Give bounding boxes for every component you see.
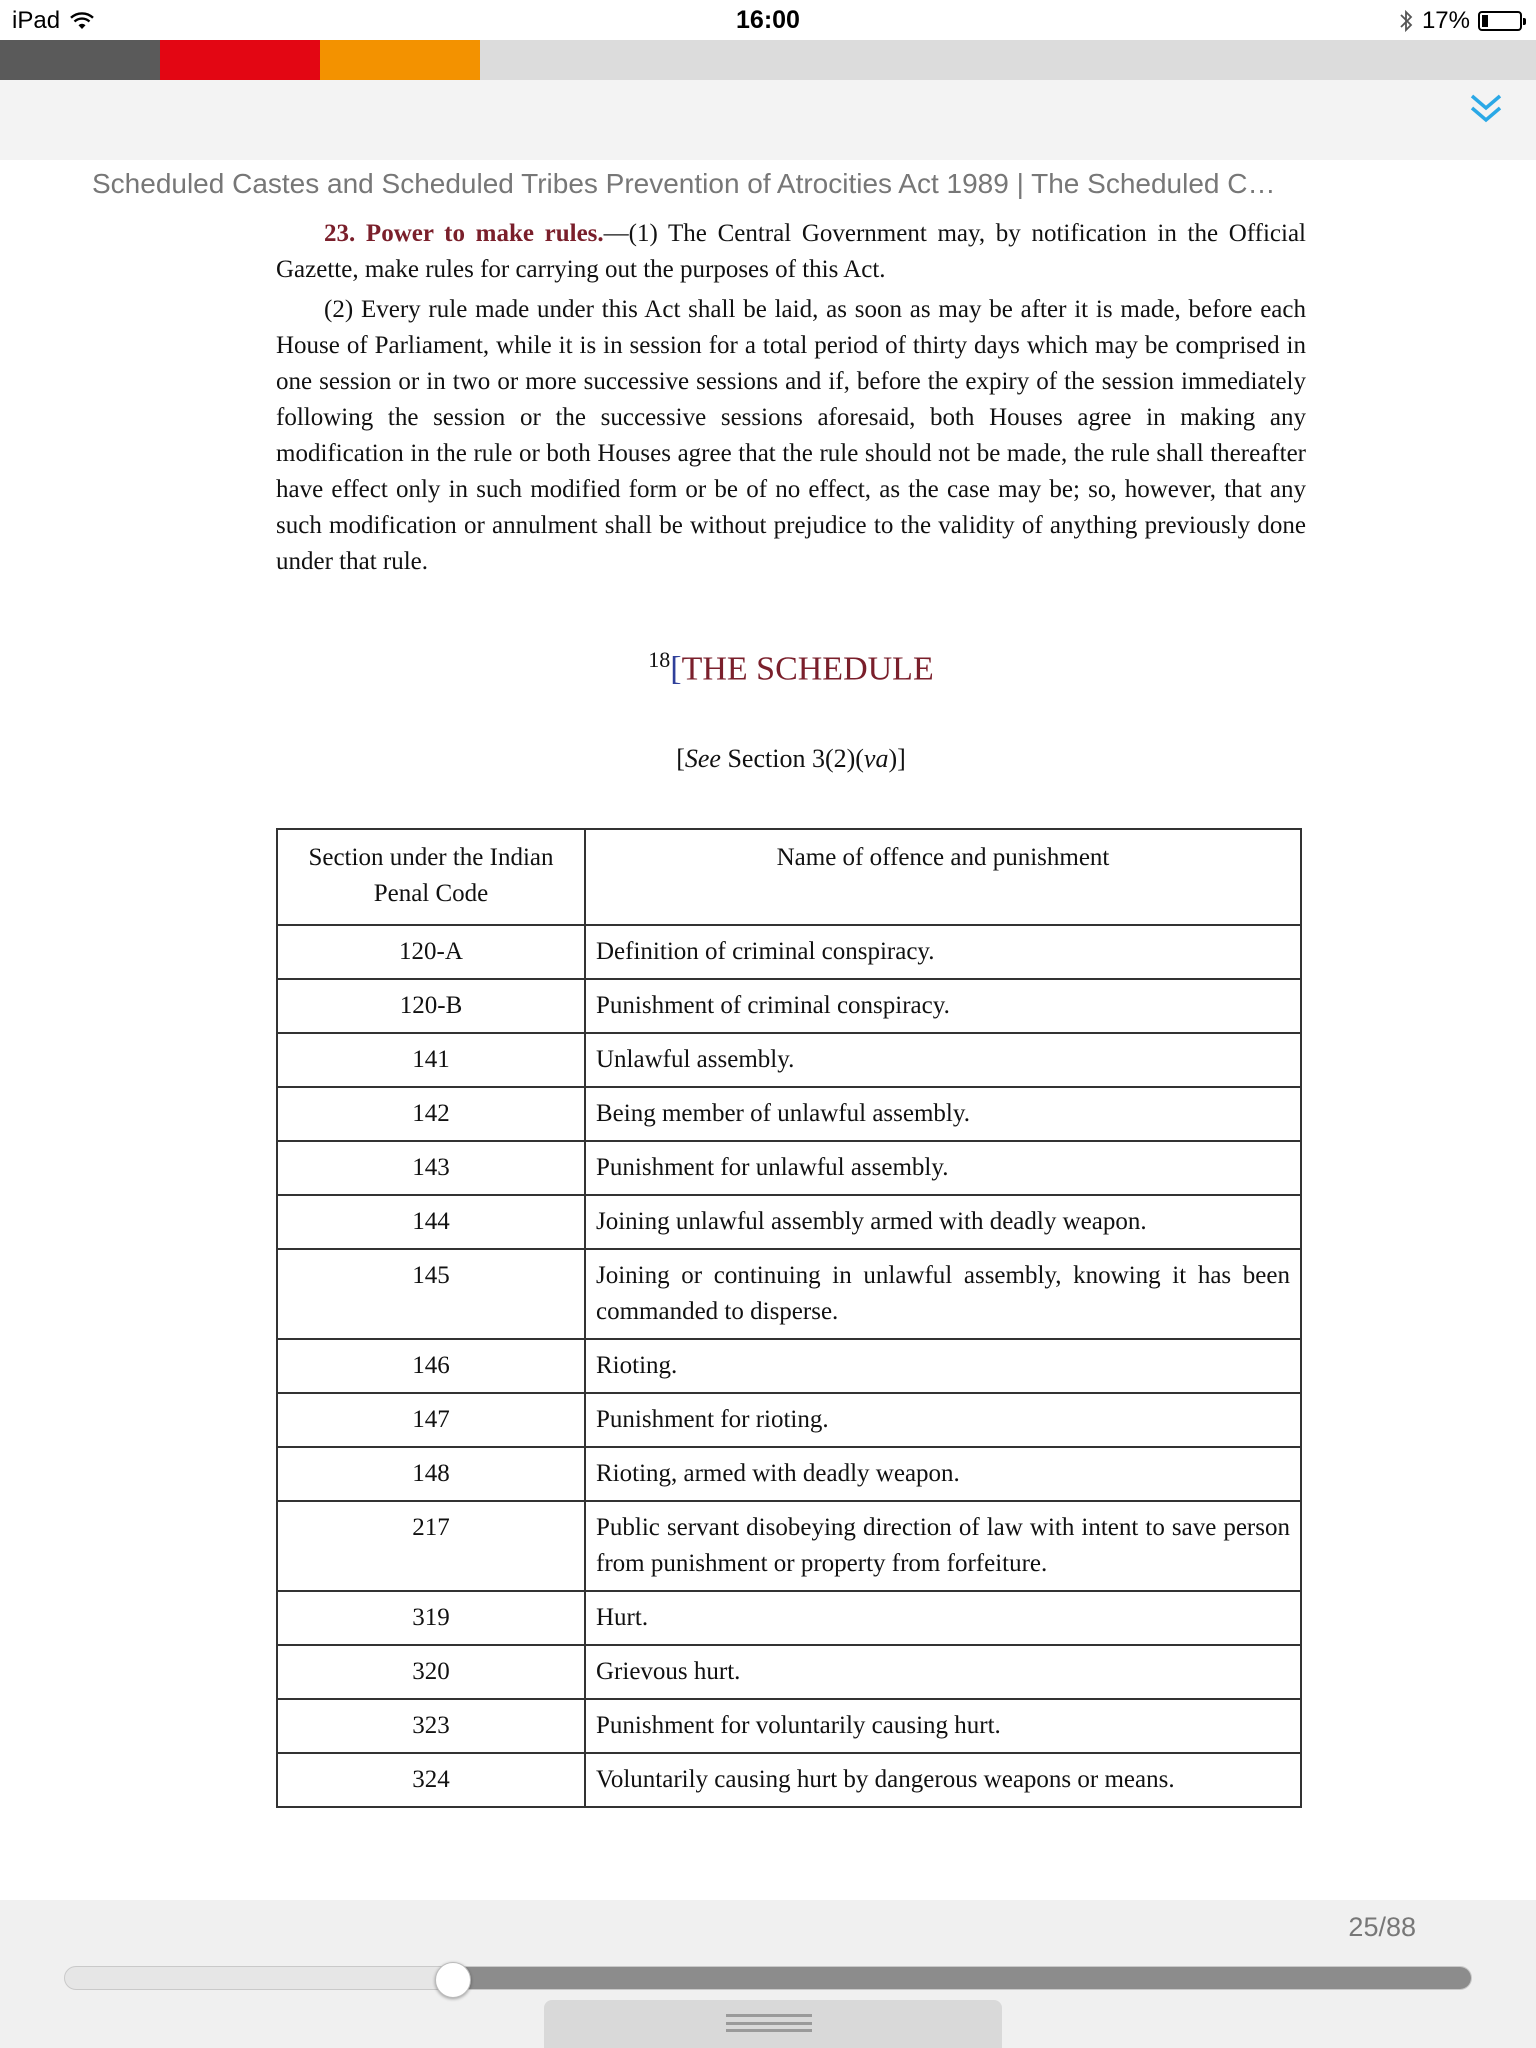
table-row	[277, 1033, 1301, 1087]
bottom-drawer-handle[interactable]	[544, 2000, 1002, 2048]
status-right	[1398, 7, 1522, 35]
table-row	[277, 1447, 1301, 1501]
offence-cell: Joining or continuing in unlawful assembly, knowing it has been commanded to disperse.	[585, 1249, 1301, 1339]
page-indicator: 25/88	[1348, 1912, 1416, 1942]
table-row	[277, 1249, 1301, 1339]
page-content	[276, 216, 1306, 777]
battery-percent: 17%	[1421, 7, 1470, 34]
table-row	[277, 1339, 1301, 1393]
section-cell: 120-A	[277, 925, 585, 979]
offence-cell: Punishment for voluntarily causing hurt.	[585, 1699, 1301, 1753]
schedule-title-text: THE SCHEDULE	[681, 650, 934, 688]
battery-icon	[1478, 11, 1522, 31]
page-slider[interactable]	[64, 1966, 1472, 1990]
table-row	[277, 1393, 1301, 1447]
table-row	[277, 1087, 1301, 1141]
section-heading: 23. Power to make rules.	[324, 220, 604, 247]
color-strip	[0, 40, 1536, 80]
section-cell: 120-B	[277, 979, 585, 1033]
ref-section: Section 3(2)(	[720, 744, 864, 774]
offence-cell: Hurt.	[585, 1591, 1301, 1645]
table-header-row	[277, 829, 1301, 925]
header-section: Section under the Indian Penal Code	[277, 829, 585, 925]
slider-thumb[interactable]	[435, 1962, 471, 1998]
toolbar	[0, 80, 1536, 160]
offence-cell: Rioting.	[585, 1339, 1301, 1393]
table-row	[277, 1195, 1301, 1249]
color-segment	[160, 40, 320, 80]
offence-cell: Unlawful assembly.	[585, 1033, 1301, 1087]
double-chevron-down-icon	[1466, 88, 1506, 128]
schedule-reference	[276, 741, 1306, 777]
section-cell: 319	[277, 1591, 585, 1645]
offence-cell: Being member of unlawful assembly.	[585, 1087, 1301, 1141]
table-row	[277, 925, 1301, 979]
paragraph-1	[276, 216, 1306, 288]
ref-va: va	[863, 744, 889, 774]
offence-cell: Grievous hurt.	[585, 1645, 1301, 1699]
table-row	[277, 1591, 1301, 1645]
section-cell: 141	[277, 1033, 585, 1087]
section-cell: 324	[277, 1753, 585, 1807]
offence-cell: Voluntarily causing hurt by dangerous weapons or means.	[585, 1753, 1301, 1807]
offence-cell: Punishment for unlawful assembly.	[585, 1141, 1301, 1195]
schedule-bracket: [	[670, 650, 682, 688]
slider-remaining	[453, 1967, 1471, 1989]
color-segment	[0, 40, 160, 80]
section-cell: 148	[277, 1447, 585, 1501]
section-cell: 320	[277, 1645, 585, 1699]
table-row	[277, 1141, 1301, 1195]
status-bar	[0, 0, 1536, 40]
schedule-title	[276, 642, 1306, 687]
offence-cell: Rioting, armed with deadly weapon.	[585, 1447, 1301, 1501]
collapse-button[interactable]	[1466, 88, 1506, 128]
section-cell: 323	[277, 1699, 585, 1753]
offence-cell: Punishment for rioting.	[585, 1393, 1301, 1447]
section-cell: 217	[277, 1501, 585, 1591]
document-title: Scheduled Castes and Scheduled Tribes Prevention of Atrocities Act 1989 | The Scheduled C…	[92, 168, 1276, 199]
section-cell: 145	[277, 1249, 585, 1339]
ref-close: )]	[888, 744, 906, 774]
color-segment	[320, 40, 480, 80]
table-row	[277, 1501, 1301, 1591]
ref-see: See	[684, 744, 721, 774]
offence-cell: Punishment of criminal conspiracy.	[585, 979, 1301, 1033]
table-row	[277, 1699, 1301, 1753]
schedule-table	[276, 828, 1302, 1808]
device-label: iPad	[12, 7, 61, 34]
section-cell: 144	[277, 1195, 585, 1249]
paragraph-1-text: —(1) The Central Government may, by notification in the Official Gazette, make rules for carrying out the purposes of this Act.	[276, 220, 1306, 283]
table-row	[277, 1645, 1301, 1699]
footnote-ref[interactable]: 18	[648, 647, 671, 672]
table-row	[277, 979, 1301, 1033]
table-row	[277, 1753, 1301, 1807]
ref-open: [	[676, 744, 685, 774]
offence-cell: Joining unlawful assembly armed with deadly weapon.	[585, 1195, 1301, 1249]
section-cell: 143	[277, 1141, 585, 1195]
offence-cell: Definition of criminal conspiracy.	[585, 925, 1301, 979]
paragraph-2: (2) Every rule made under this Act shall be laid, as soon as may be after it is made, before each House of Parliament, while it is in session for a total period of thirty days which may be comprised in one session or in two or more successive sessions and if, before the expiry of the session immediately following the session or the successive sessions aforesaid, both Houses agree in making any modification in the rule or both Houses agree that the rule should not be made, the rule shall thereafter have effect only in such modified form or be of no effect, as the case may be; so, however, that any such modification or annulment shall be without prejudice to the validity of anything previously done under that rule.	[276, 296, 1306, 575]
header-offence: Name of offence and punishment	[585, 829, 1301, 925]
section-cell: 146	[277, 1339, 585, 1393]
section-cell: 147	[277, 1393, 585, 1447]
bluetooth-icon	[1398, 9, 1414, 33]
grip-icon	[726, 2014, 812, 2032]
section-cell: 142	[277, 1087, 585, 1141]
clock: 16:00	[736, 6, 800, 34]
offence-cell: Public servant disobeying direction of law with intent to save person from punishment or property from forfeiture.	[585, 1501, 1301, 1591]
